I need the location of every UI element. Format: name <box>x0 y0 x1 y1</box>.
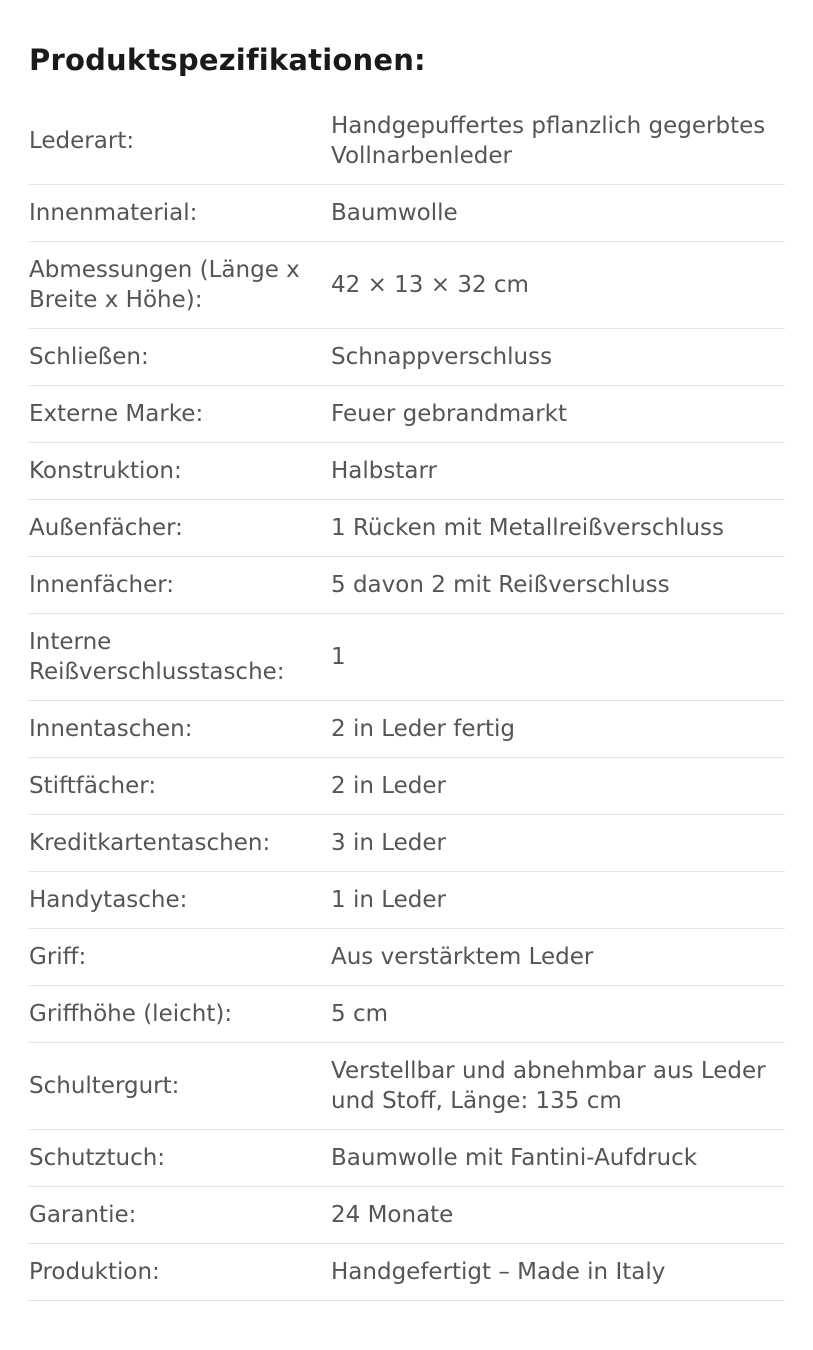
spec-label: Außenfächer: <box>29 500 331 557</box>
spec-row-lederart <box>29 98 785 185</box>
spec-value: 1 <box>331 614 785 701</box>
spec-row-griffhoehe <box>29 986 785 1043</box>
spec-label: Schließen: <box>29 329 331 386</box>
spec-row-kreditkartentaschen <box>29 815 785 872</box>
spec-label: Griffhöhe (leicht): <box>29 986 331 1043</box>
spec-value: 24 Monate <box>331 1187 785 1244</box>
spec-label: Innentaschen: <box>29 701 331 758</box>
spec-value: 5 cm <box>331 986 785 1043</box>
spec-value: Handgefertigt – Made in Italy <box>331 1244 785 1301</box>
spec-row-aussenfaecher <box>29 500 785 557</box>
spec-value: 2 in Leder fertig <box>331 701 785 758</box>
spec-label: Stiftfächer: <box>29 758 331 815</box>
spec-row-innentaschen <box>29 701 785 758</box>
spec-value: Baumwolle <box>331 185 785 242</box>
spec-row-garantie <box>29 1187 785 1244</box>
spec-row-abmessungen <box>29 242 785 329</box>
spec-value: Aus verstärktem Leder <box>331 929 785 986</box>
spec-label: Konstruktion: <box>29 443 331 500</box>
spec-row-griff <box>29 929 785 986</box>
spec-value: Schnappverschluss <box>331 329 785 386</box>
section-title: Produktspezifikationen: <box>29 43 426 77</box>
spec-value: Handgepuffertes pflanzlich gegerbtes Vollnarbenleder <box>331 98 785 185</box>
spec-label: Innenmaterial: <box>29 185 331 242</box>
spec-value: Feuer gebrandmarkt <box>331 386 785 443</box>
spec-value: 42 × 13 × 32 cm <box>331 242 785 329</box>
spec-label: Interne Reißverschlusstasche: <box>29 614 331 701</box>
spec-table <box>29 98 785 1301</box>
spec-row-schutztuch <box>29 1130 785 1187</box>
spec-value: Baumwolle mit Fantini-Aufdruck <box>331 1130 785 1187</box>
spec-label: Kreditkartentaschen: <box>29 815 331 872</box>
spec-value: Verstellbar und abnehmbar aus Leder und Stoff, Länge: 135 cm <box>331 1043 785 1130</box>
spec-label: Externe Marke: <box>29 386 331 443</box>
spec-label: Schutztuch: <box>29 1130 331 1187</box>
spec-value: Halbstarr <box>331 443 785 500</box>
spec-label: Handytasche: <box>29 872 331 929</box>
spec-value: 1 Rücken mit Metallreißverschluss <box>331 500 785 557</box>
spec-row-konstruktion <box>29 443 785 500</box>
spec-row-stiftfaecher <box>29 758 785 815</box>
spec-row-schliessen <box>29 329 785 386</box>
spec-value: 5 davon 2 mit Reißverschluss <box>331 557 785 614</box>
spec-row-interne-reissverschlusstasche <box>29 614 785 701</box>
spec-row-produktion <box>29 1244 785 1301</box>
spec-row-externe-marke <box>29 386 785 443</box>
spec-row-handytasche <box>29 872 785 929</box>
spec-label: Griff: <box>29 929 331 986</box>
spec-label: Schultergurt: <box>29 1043 331 1130</box>
spec-row-innenfaecher <box>29 557 785 614</box>
spec-label: Garantie: <box>29 1187 331 1244</box>
spec-value: 3 in Leder <box>331 815 785 872</box>
spec-label: Innenfächer: <box>29 557 331 614</box>
spec-label: Produktion: <box>29 1244 331 1301</box>
spec-value: 2 in Leder <box>331 758 785 815</box>
spec-row-schultergurt <box>29 1043 785 1130</box>
spec-label: Abmessungen (Länge x Breite x Höhe): <box>29 242 331 329</box>
spec-label: Lederart: <box>29 98 331 185</box>
spec-row-innenmaterial <box>29 185 785 242</box>
spec-value: 1 in Leder <box>331 872 785 929</box>
